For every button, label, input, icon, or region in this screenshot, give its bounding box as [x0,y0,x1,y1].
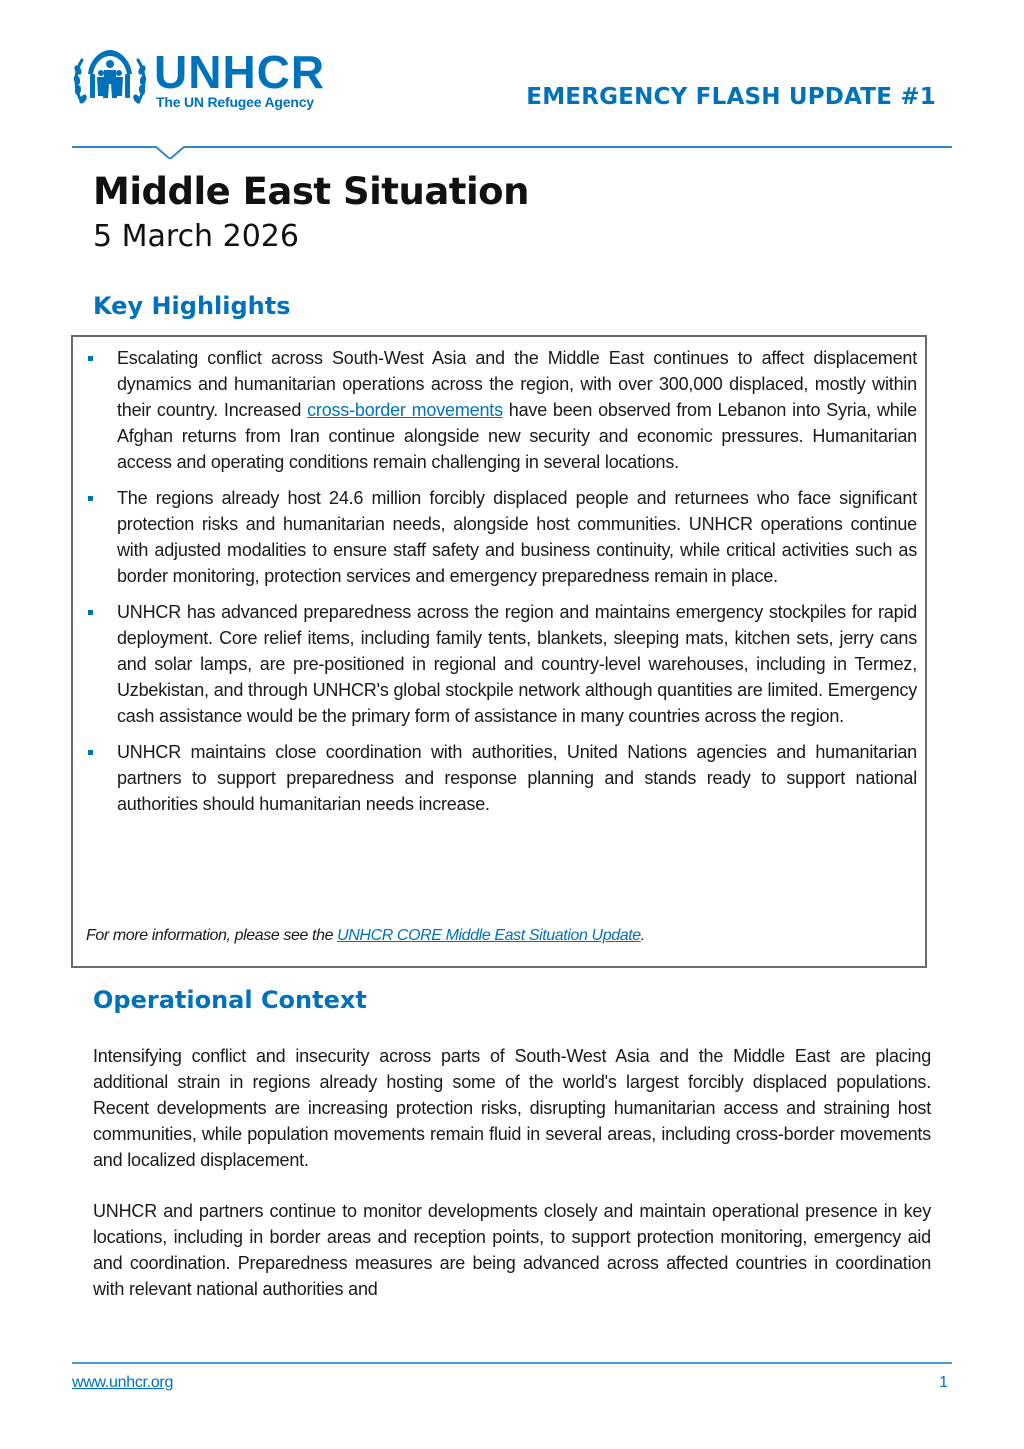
bullet-icon [88,496,93,501]
footer-divider [72,1362,952,1364]
core-situation-update-link[interactable]: UNHCR CORE Middle East Situation Update [337,927,641,944]
more-info-note [86,927,645,945]
more-info-suffix: . [640,927,645,944]
highlights-list [85,345,917,827]
website-link[interactable]: www.unhcr.org [72,1374,174,1391]
highlight-text: UNHCR has advanced preparedness across the region and maintains emergency stockpiles for rapid deployment. Core relief items, including family tents, blankets, sleeping mats, kitchen sets, jerry cans and solar lamps, are pre-positioned in regional and country-level warehouses, including in Termez, Uzbekistan, and through UNHCR's global stockpile network although quantities are limited. Emergency cash assistance would be the primary form of assistance in many countries across the region. [117,602,917,726]
context-paragraph: Intensifying conflict and insecurity across parts of South-West Asia and the Middle East are placing additional strain in regions already hosting some of the world's largest forcibly displaced populations. Recent developments are increasing protection risks, disrupting humanitarian access and straining host communities, while population movements remain fluid in several areas, including cross-border movements and localized displacement. [93,1046,931,1170]
header-divider [72,145,952,159]
bullet-icon [88,610,93,615]
page-number: 1 [939,1374,948,1391]
more-info-prefix: For more information, please see the [86,927,338,944]
unhcr-logo [72,46,342,116]
bullet-icon [88,356,93,361]
highlight-text: The regions already host 24.6 million forcibly displaced people and returnees who face significant protection risks and humanitarian needs, alongside host communities. UNHCR operations continue with adjusted modalities to ensure staff safety and business continuity, while critical activities such as border monitoring, protection services and emergency preparedness remain in place. [117,488,917,586]
logo-wordmark: UNHCR [154,46,326,98]
logo-tagline: The UN Refugee Agency [156,94,314,110]
context-paragraph: UNHCR and partners continue to monitor developments closely and maintain operational presence in key locations, including in border areas and reception points, to support protection monitoring, emergency aid and coordination. Preparedness measures are being advanced across affected countries in coordination with relevant national authorities and [93,1201,931,1299]
highlight-item [85,345,917,475]
highlight-item [85,599,917,729]
bullet-icon [88,750,93,755]
key-highlights-box [71,335,927,968]
highlight-item [85,485,917,589]
flash-update-title: EMERGENCY FLASH UPDATE #1 [526,84,936,110]
highlight-text: have been observed from Lebanon into Syria, while Afghan returns from Iran continue alongside new security and economic pressures. Humanitarian access and operating conditions remain challenging in several locations. [117,400,917,472]
operational-context-heading: Operational Context [93,986,367,1014]
document-title: Middle East Situation [93,170,529,213]
highlight-text: Escalating conflict across South-West Asia and the Middle East continues to affect displacement dynamics and humanitarian operations across the region, with over 300,000 displaced, mostly within their country. Increased [117,348,917,420]
document-date: 5 March 2026 [93,219,299,254]
unhcr-emblem-icon [72,46,148,112]
key-highlights-heading: Key Highlights [93,292,291,320]
cross-border-movements-link[interactable]: cross-border movements [307,400,503,420]
highlight-item [85,739,917,817]
highlight-text: UNHCR maintains close coordination with authorities, United Nations agencies and humanitarian partners to support preparedness and response planning and stands ready to support national authorities should humanitarian needs increase. [117,742,917,814]
